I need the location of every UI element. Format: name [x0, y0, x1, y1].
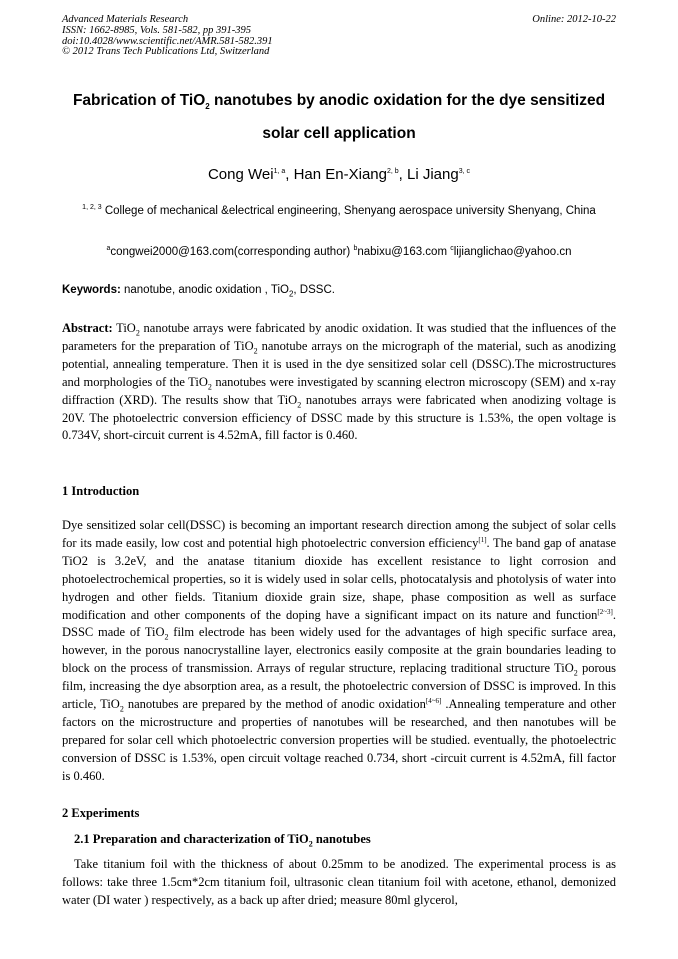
subscript: 2	[297, 400, 302, 410]
subsection-heading	[74, 832, 371, 847]
experiments-paragraph: Take titanium foil with the thickness of about 0.25mm to be anodized. The experimental process is as follows: take three 1.5cm*2cm titanium foil, ultrasonic clean titanium foil with acetone, ethanol, demonized water (DI water ) respectively, as a back up after dried; measure 80ml glycerol,	[62, 857, 616, 907]
email-list	[40, 246, 638, 258]
copyright-line: © 2012 Trans Tech Publications Ltd, Switzerland	[62, 46, 270, 58]
abstract	[62, 320, 616, 445]
keywords-text: nanotube, anodic oxidation , TiO	[120, 284, 289, 296]
keywords-label: Keywords:	[62, 284, 121, 296]
issn-line: ISSN: 1662-8985, Vols. 581-582, pp 391-395	[62, 24, 251, 36]
journal-name: Advanced Materials Research	[62, 14, 189, 25]
email-address: nabixu@163.com	[357, 246, 451, 258]
title-part: nanotubes by anodic oxidation for the dye sensitized	[209, 92, 606, 109]
email-mark: b	[353, 245, 358, 253]
subscript: 2	[135, 328, 140, 338]
subsection-text: nanotubes	[312, 832, 371, 846]
abstract-text: nanotubes arrays were fabricated when anodizing voltage is 20V. The photoelectric conversion efficiency of DSSC made by this structure is 1.53%, the open voltage is 0.734V, short-circuit current is 4.52mA, fill factor is 0.460.	[62, 392, 616, 443]
paper-title-line2: solar cell application	[262, 125, 416, 142]
paper-title	[40, 92, 638, 110]
title-subscript: 2	[205, 102, 210, 112]
title-part: Fabrication of TiO	[72, 92, 206, 109]
author-affil-mark: 1, a	[273, 168, 286, 175]
journal-header	[62, 15, 273, 58]
abstract-text: nanotubes were investigated by scanning electron microscopy (SEM) and x-ray diffraction (XRD). The results show that TiO	[62, 374, 616, 407]
online-date: Online: 2012-10-22	[532, 14, 616, 25]
affiliation-text: College of mechanical &electrical engineering, Shenyang aerospace university Shenyang, China	[101, 205, 596, 217]
introduction-paragraph	[62, 517, 616, 786]
subscript: 2	[253, 346, 258, 356]
author-name: Cong Wei	[207, 166, 274, 183]
abstract-text: TiO	[112, 321, 136, 335]
email-address: congwei2000@163.com(corresponding author)	[110, 246, 354, 258]
body-text: . DSSC made of TiO	[62, 607, 616, 640]
subscript: 2	[164, 632, 169, 642]
section-heading-experiments: 2 Experiments	[62, 806, 140, 820]
affiliation-mark: 1, 2, 3	[82, 204, 102, 212]
citation: [4~6]	[425, 696, 442, 705]
keywords	[62, 284, 616, 299]
body-text: . The band gap of anatase TiO2 is 3.2eV, and the anatase titanium dioxide has excellent resistance to light corrosion and photoelectrochemical properties, so it is widely used in solar cells, photocatalysis and photolysis of water into hydrogen and other fields. Titanium dioxide grain size, shape, phase composition as well as surface modification and other components of the doping have a significant impact on its nature and function	[62, 535, 616, 622]
subscript: 2	[207, 382, 212, 392]
subscript: 2	[308, 839, 313, 849]
subscript: 2	[119, 704, 124, 714]
subsection-text: 2.1 Preparation and characterization of TiO	[74, 832, 309, 846]
abstract-text: nanotube arrays on the micrograph of the material, such as anodizing potential, annealing temperature. Then it is used in the dye sensitized solar cell (DSSC).The microstructures and morphologies of the TiO	[62, 338, 616, 389]
author-affil-mark: 2, b	[386, 168, 399, 175]
author-name: , Han En-Xiang	[285, 166, 387, 183]
body-text: film electrode has been widely used for the advantages of high specific surface area, however, in the porous nanocrystalline layer, electronics easily composite at the grain boundaries leading to block on the process of transmission. Arrays of regular structure, replacing traditional structure TiO	[62, 625, 616, 676]
body-text: porous film, increasing the dye absorption area, as a result, the photoelectric conversion of DSSC is improved. In this article, TiO	[62, 661, 616, 712]
citation: [2~3]	[597, 607, 613, 616]
citation: [1]	[478, 535, 487, 544]
subscript: 2	[573, 668, 578, 678]
keywords-text: , DSSC.	[293, 284, 335, 296]
keywords-subscript: 2	[288, 289, 294, 299]
author-affil-mark: 3, c	[458, 168, 471, 175]
section-heading-introduction: 1 Introduction	[62, 484, 140, 498]
abstract-text: nanotube arrays were fabricated by anodic oxidation. It was studied that the influences of the parameters for the preparation of TiO	[62, 321, 616, 353]
author-list	[40, 166, 638, 183]
email-address: lijianglichao@yahoo.cn	[453, 246, 572, 258]
doi-line: doi:10.4028/www.scientific.net/AMR.581-582.391	[62, 35, 273, 47]
author-name: , Li Jiang	[398, 166, 459, 183]
body-text: nanotubes are prepared by the method of anodic oxidation	[123, 697, 426, 712]
affiliation	[62, 202, 616, 220]
email-mark: c	[450, 245, 454, 253]
body-text: .Annealing temperature and other factors on the microstructure and properties of nanotubes will be researched, and then nanotubes will be prepared for solar cell which photoelectric conversion properties will be studied. eventually, the photoelectric conversion of DSSC is 1.53%, open circuit voltage reached 0.734, short -circuit current is 4.52mA, fill factor is 0.460.	[62, 697, 616, 783]
email-mark: a	[106, 245, 111, 253]
body-text: Dye sensitized solar cell(DSSC) is becoming an important research direction among the subject of solar cells for its made easily, low cost and potential high photoelectric conversion efficiency	[62, 518, 616, 550]
abstract-label: Abstract:	[62, 321, 113, 335]
